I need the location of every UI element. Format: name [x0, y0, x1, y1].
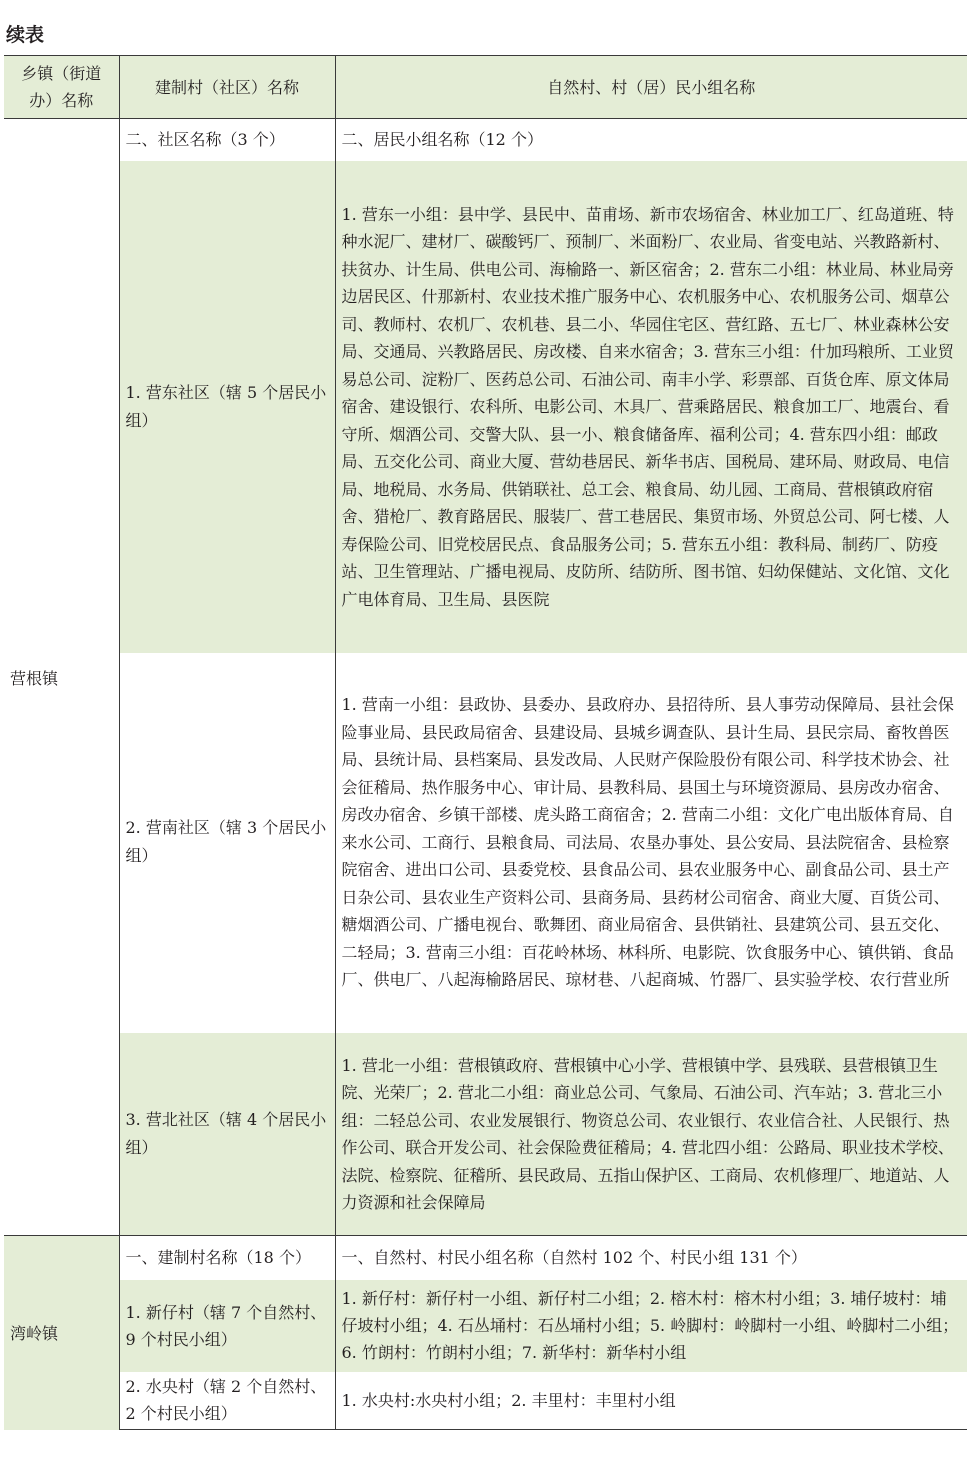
village-name: 2. 营南社区（辖 3 个居民小组）: [119, 653, 335, 1033]
village-group-table: [4, 55, 967, 1430]
page-title: 续表: [6, 24, 45, 46]
table-row: [4, 653, 967, 1033]
table-row: [4, 119, 967, 161]
village-name: 一、建制村名称（18 个）: [119, 1236, 335, 1280]
table-header-row: [4, 56, 967, 119]
table-row: [4, 1236, 967, 1280]
village-name: 2. 水央村（辖 2 个自然村、2 个村民小组）: [119, 1372, 335, 1430]
group-names: 1. 营北一小组：营根镇政府、营根镇中心小学、营根镇中学、县残联、县营根镇卫生院、光荣厂；2. 营北二小组：商业总公司、气象局、石油公司、汽车站；3. 营北三小组：二轻总公司、农业发展银行、物资总公司、农业银行、农业信合社、人民银行、热作公司、联合开发公司、社会保险费征稽局；4. 营北四小组：公路局、职业技术学校、法院、检察院、征稽所、县民政局、五指山保护区、工商局、农机修理厂、地道站、人力资源和社会保障局: [335, 1033, 967, 1236]
group-names: 一、自然村、村民小组名称（自然村 102 个、村民小组 131 个）: [335, 1236, 967, 1280]
table-row: [4, 161, 967, 653]
header-group: 自然村、村（居）民小组名称: [335, 56, 967, 119]
table-row: [4, 1033, 967, 1236]
group-names: 1. 新仔村：新仔村一小组、新仔村二小组；2. 榕木村：榕木村小组；3. 埔仔坡村：埔仔坡村小组；4. 石丛埇村：石丛埇村小组；5. 岭脚村：岭脚村一小组、岭脚村二小组；6. 竹朗村：竹朗村小组；7. 新华村：新华村小组: [335, 1280, 967, 1372]
town-name: 湾岭镇: [4, 1236, 119, 1430]
group-names: 1. 营东一小组：县中学、县民中、苗甫场、新市农场宿舍、林业加工厂、红岛道班、特种水泥厂、建材厂、碳酸钙厂、预制厂、米面粉厂、农业局、省变电站、兴教路新村、扶贫办、计生局、供电公司、海榆路一、新区宿舍；2. 营东二小组：林业局、林业局旁边居民区、什那新村、农业技术推广服务中心、农机服务中心、农机服务公司、烟草公司、教师村、农机厂、农机巷、县二小、华园住宅区、营红路、五七厂、林业森林公安局、交通局、兴教路居民、房改楼、自来水宿舍；3. 营东三小组：什加玛粮所、工业贸易总公司、淀粉厂、医药总公司、石油公司、南丰小学、彩票部、百货仓库、原文体局宿舍、建设银行、农科所、电影公司、木具厂、营乘路居民、粮食加工厂、地震台、看守所、烟酒公司、交警大队、县一小、粮食储备库、福利公司；4. 营东四小组：邮政局、五交化公司、商业大厦、营幼巷居民、新华书店、国税局、建环局、财政局、电信局、地税局、水务局、供销联社、总工会、粮食局、幼儿园、工商局、营根镇政府宿舍、猎枪厂、教育路居民、服装厂、营工巷居民、集贸市场、外贸总公司、阿七楼、人寿保险公司、旧党校居民点、食品服务公司；5. 营东五小组：教科局、制药厂、防疫站、卫生管理站、广播电视局、皮防所、结防所、图书馆、妇幼保健站、文化馆、文化广电体育局、卫生局、县医院: [335, 161, 967, 653]
village-name: 3. 营北社区（辖 4 个居民小组）: [119, 1033, 335, 1236]
table-row: [4, 1372, 967, 1430]
group-names: 1. 水央村:水央村小组；2. 丰里村：丰里村小组: [335, 1372, 967, 1430]
village-name: 1. 营东社区（辖 5 个居民小组）: [119, 161, 335, 653]
village-name: 二、社区名称（3 个）: [119, 119, 335, 161]
town-name: 营根镇: [4, 119, 119, 1236]
table-row: [4, 1280, 967, 1372]
group-names: 1. 营南一小组：县政协、县委办、县政府办、县招待所、县人事劳动保障局、县社会保险事业局、县民政局宿舍、县建设局、县城乡调查队、县计生局、县民宗局、畜牧兽医局、县统计局、县档案局、县发改局、人民财产保险股份有限公司、科学技术协会、社会征稽局、热作服务中心、审计局、县教科局、县国土与环境资源局、县房改办宿舍、房改办宿舍、乡镇干部楼、虎头路工商宿舍；2. 营南二小组：文化广电出版体育局、自来水公司、工商行、县粮食局、司法局、农垦办事处、县公安局、县法院宿舍、县检察院宿舍、进出口公司、县委党校、县食品公司、县农业服务中心、副食品公司、县土产日杂公司、县农业生产资料公司、县商务局、县药材公司宿舍、商业大厦、百货公司、糖烟酒公司、广播电视台、歌舞团、商业局宿舍、县供销社、县建筑公司、县五交化、二轻局；3. 营南三小组：百花岭林场、林科所、电影院、饮食服务中心、镇供销、食品厂、供电厂、八起海榆路居民、琼材巷、八起商城、竹器厂、县实验学校、农行营业所: [341, 695, 954, 989]
header-town: 乡镇（街道办）名称: [4, 56, 119, 119]
group-names: 二、居民小组名称（12 个）: [335, 119, 967, 161]
village-name: 1. 新仔村（辖 7 个自然村、9 个村民小组）: [119, 1280, 335, 1372]
header-village: 建制村（社区）名称: [119, 56, 335, 119]
